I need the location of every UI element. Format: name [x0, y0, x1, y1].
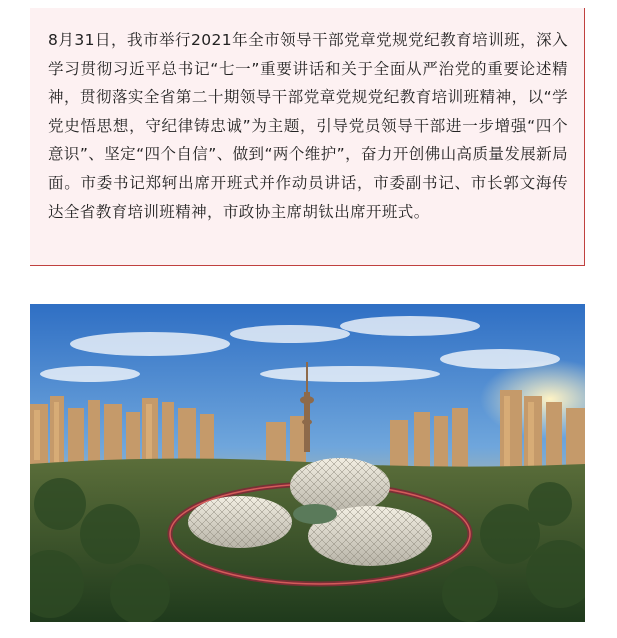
city-skyline-photo	[30, 304, 585, 622]
article-paragraph: 8月31日，我市举行2021年全市领导干部党章党规党纪教育培训班，深入学习贯彻习近平总书记“七一”重要讲话和关于全面从严治党的重要论述精神，贯彻落实全省第二十期领导干部党章党规党纪教育培训班精神，以“学党史悟思想，守纪律铸忠诚”为主题，引导党员领导干部进一步增强“四个意识”、坚定“四个自信”、做到“两个维护”，奋力开创佛山高质量发展新局面。市委书记郑轲出席开班式并作动员讲话，市委副书记、市长郭文海传达全省教育培训班精神，市政协主席胡钛出席开班式。	[48, 31, 568, 221]
article-text-box	[30, 8, 585, 266]
city-skyline-illustration	[30, 304, 585, 622]
